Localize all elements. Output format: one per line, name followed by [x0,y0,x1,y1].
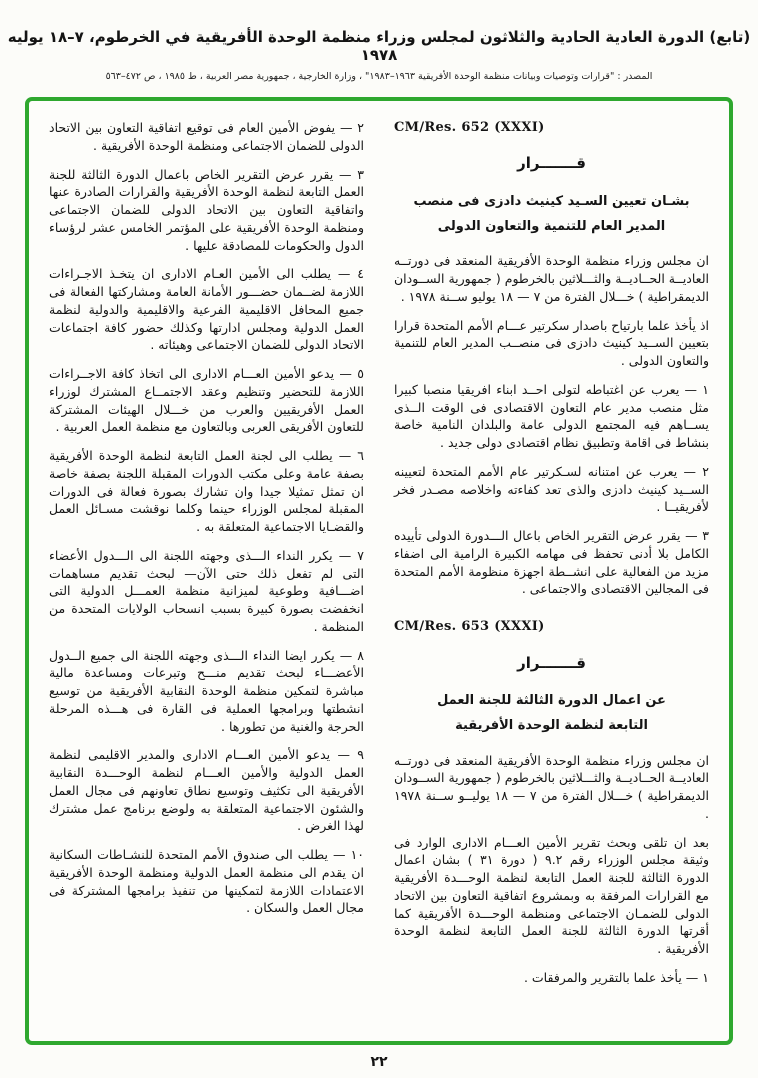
paragraph: ان مجلس وزراء منظمة الوحدة الأفريقية المنعقد فى دورتــه العاديــة الحــاديــة والثـــلاثين بالخرطوم ( جمهورية الســودان الديمقراطية ) خـــلال الفترة من ٧ — ١٨ يوليو ســنة ١٩٧٨ . [394,253,709,304]
content-frame [25,97,733,1045]
paragraph: ١ — يعرب عن اغتباطه لتولى احــد ابناء افريقيا منصبا كبيرا مثل منصب مدير عام التعاون الاقتصادى فى الوقت الــذى يســاهم فيه المجتمع الدولى عامة والبلدان النامية خاصة بنشاط فى اقامة وتطبيق نظام اقتصادى دولى جديد . [394,381,709,451]
paragraph: ان مجلس وزراء منظمة الوحدة الأفريقية المنعقد فى دورتــه العاديــة الحــاديــة والثـــلاثين بالخرطوم ( جمهورية الســودان الديمقراطية ) خـــلال الفترة من ٧ — ١٨ يوليــو ســنة ١٩٧٨ . [394,752,709,821]
paragraph: ٩ — يدعو الأمين العـــام الادارى والمدير الاقليمى لنظمة العمل الدولية والأمين العـــام لنظمة الوحـــدة النقابية الأفريقية الى تكثيف وتوسيع نطاق تعاونهم فى مجال العمل والشئون الاجتماعية المتعلقة به ولوضع برنامج عمل مشترك لهذا الغرض . [49,747,364,834]
document-header-title: (تابع) الدورة العادية الحادية والثلاثون لمجلس وزراء منظمة الوحدة الأفريقية في الخرطوم، ٧–١٨ يوليه ١٩٧٨ [7,28,751,64]
paragraph: ٢ — يفوض الأمين العام فى توقيع اتفاقية التعاون بين الاتحاد الدولى للضمان الاجتماعى ومنظمة الوحدة الأفريقية . [49,120,364,153]
paragraph: ٢ — يعرب عن امتنانه لسـكرتير عام الأمم المتحدة لتعيينه الســيد كينيث دادزى والذى تعد كفاءته واخلاصه مصـدر فخر لأفريقيــا . [394,463,709,515]
resolution-652-title-line2: المدير العام للتنمية والتعاون الدولى [437,219,666,235]
two-column-layout [49,119,709,1027]
paragraph: ٤ — يطلب الى الأمين العـام الادارى ان يتخـذ الاجـراءات اللازمة لضــمان حضـــور الأمانة العامة ومشاركتها الفعالة فى جميع المحافل الاقليمية الفرعية والاقليمية والدولية لنظمة العمل الدولية ومجلس ادارتها وكذلك حضور كافة اجتماعات الاتحاد الدولى للضمان الاجتماعى وهيئاته . [49,266,364,353]
column-right [394,119,709,1027]
paragraph: بعد ان تلقى وبحث تقرير الأمين العـــام الادارى الوارد فى وثيقة مجلس الوزراء رقم ٩.٢ ( دورة ٣١ ) بشان اعمال الدورة الثالثة للجنة العمل التابعة لنظمة الوحـــدة الأفريقية مع القرارات المرفقة به وبمشروع اتفاقية التعاون بين الاتحاد الدولى للضمـان الاجتماعى ومنظمة الوحـــدة الأفريقية كما أقرتها الدورة الثالثة للجنة العمل التابعة لنظمة الوحدة الأفريقية . [394,834,709,957]
resolution-652-title-line1: بشـان تعيين السـيد كينيث دادزى فى منصب [413,193,690,209]
paragraph: ٣ — يقرر عرض التقرير الخاص باعال الـــدورة الدولى تأييده الكامل بلا أدنى تحفظ فى مهامه الكبيرة الرامية الى اضفاء مزيد من الفعالية على انشــطة اجهزة منظومة الأمم المتحدة فى المجالين الاقتصادى والاجتماعى . [394,528,709,597]
document-header [0,28,758,82]
resolution-653-kicker: قـــــــرار [517,653,586,672]
resolution-652-ref: CM/Res. 652 (XXXI) [394,120,545,135]
paragraph: ٦ — يطلب الى لجنة العمل التابعة لنظمة الوحدة الأفريقية بصفة عامة وعلى مكتب الدورات المقبلة اللجنة بصفة خاصة ان تمثل تمثيلا جيدا وان تشارك بصورة فعالة فى الدورات المقبلة لمجلس الوزراء حينما وكلما نوقشت مسـائل العمل والقضـايا الاجتماعية المتعلقة به . [49,448,364,534]
resolution-653-title-line1: عن اعمال الدورة الثالثة للجنة العمل [437,692,666,708]
paragraph: ٥ — يدعو الأمين العـــام الادارى الى اتخاذ كافة الاجــراءات اللازمة للتحضير وتنظيم وعقد الاجتمــاع المشترك لوزراء العمل الأفريقيين والعرب من خـــلال الهيئات المشتركة للتعاون الأفريقى العربى وبالتعاون مع منظمة العمل العربية . [49,366,364,435]
paragraph: ٧ — يكرر النداء الـــذى وجهته اللجنة الى الـــدول الأعضاء التى لم تفعل ذلك حتى الآن— لبحث تقديم مساهمات اضـــافية وطوعية لميزانية منظمة العمـــل الدولية التى انخفضت بصورة كبيرة بسبب انسحاب الولايات المتحدة من المنظمة . [49,547,364,634]
resolution-652-kicker: قـــــــرار [517,154,586,173]
page-number: ٢٢ [370,1054,388,1070]
paragraph: ٨ — يكرر ايضا النداء الـــذى وجهته اللجنة الى جميع الــدول الأعضـــاء لبحث تقديم منـــح وتبرعات ومساعدة مالية مباشرة لتمكين منظمة الوحدة النقابية الأفريقية من توسيع انشطتها وبرامجها العملية فى القارة فى هـــذه المرحلة الحرجة والغنية من تطورها . [49,647,364,734]
resolution-653-ref: CM/Res. 653 (XXXI) [394,619,545,635]
resolution-653-title-line2: التابعة لنظمة الوحدة الأفريقية [455,718,648,734]
column-left [49,119,364,1027]
paragraph: ١٠ — يطلب الى صندوق الأمم المتحدة للنشـاطات السكانية ان يقدم الى منظمة العمل الدولية ومنظمة الوحدة الأفريقية الاعتمادات اللازمة لتمكينها من تنفيذ برامجها المشتركة فى مجال العمل والسكان . [49,847,364,916]
resolution-652-title [394,189,709,240]
resolution-653-title [394,688,709,739]
paragraph: ١ — يأخذ علما بالتقرير والمرفقات . [523,969,709,985]
document-source-line: المصدر : "قرارات وتوصيات وبيانات منظمة الوحدة الأفريقية ١٩٦٣–١٩٨٣" ، وزارة الخارجية ، جمهورية مصر العربية ، ط ١٩٨٥ ، ص ٤٧٢–٥٦٣ [105,71,653,82]
paragraph: اذ يأخذ علما بارتياح باصدار سكرتير عـــام الأمم المتحدة قرارا بتعيين الســيد كينيث دادزى فى منصــب المدير العام للتنمية والتعاون الدولى . [394,317,709,369]
paragraph: ٣ — يقرر عرض التقرير الخاص باعمال الدورة الثالثة للجنة العمل التابعة لنظمة الوحدة الأفريقية والقرارات الصادرة عنها واتفاقية التعاون بين الاتحاد الدولى للضمان الاجتماعى ومنظمة الوحدة الأفريقية على المؤتمر الخامس عشر لرؤساء الدول والحكومات للمصادقة عليها . [49,166,364,253]
